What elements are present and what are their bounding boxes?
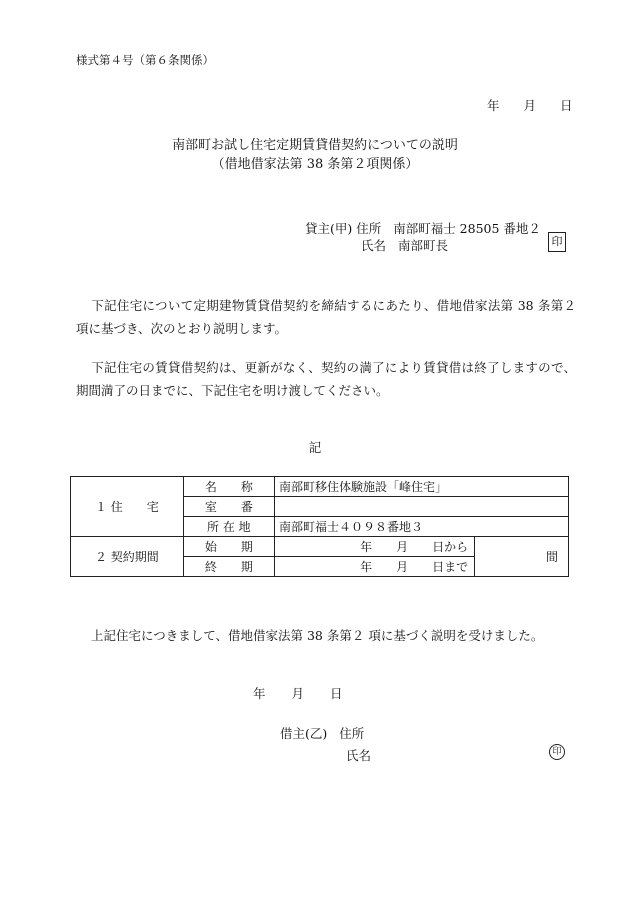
date-year: 年 (253, 686, 266, 701)
housing-location-key: 所 在 地 (183, 517, 274, 537)
lessee-name-row (346, 746, 371, 764)
housing-room-key: 室 番 (183, 497, 274, 517)
period-start-key: 始 期 (183, 537, 274, 557)
date-month: 月 (291, 686, 305, 701)
date-bottom (253, 684, 343, 702)
paragraph-3-text: 上記住宅につきまして、借地借家法第 38 条第２ 項に基づく説明を受けました。 (91, 628, 544, 643)
period-end-key: 終 期 (183, 557, 274, 577)
details-table (70, 476, 569, 577)
title-line2: （借地借家法第 38 条第２項関係） (211, 157, 419, 172)
paragraph-acknowledgement (76, 624, 576, 647)
table-row (71, 477, 569, 497)
paragraph-explanation (76, 294, 576, 340)
period-label: ２ 契約期間 (71, 537, 184, 577)
date-day: 日 (560, 98, 573, 113)
date-top (487, 96, 573, 114)
period-start-value: 年 月 日から (274, 537, 474, 557)
date-day: 日 (330, 686, 343, 701)
lessor-name: 南部町長 (397, 238, 448, 253)
lessee-address-row (280, 724, 364, 742)
lessee-role: 借主(乙) (280, 726, 328, 741)
housing-location-value: 南部町福士４０９８番地３ (274, 517, 568, 537)
form-number: 様式第４号（第６条関係） (76, 53, 214, 67)
housing-label: １ 住 宅 (71, 477, 184, 537)
lessor-name-row (361, 236, 448, 254)
lessee-seal: 印 (549, 744, 565, 760)
housing-name-key: 名 称 (183, 477, 274, 497)
lessee-name-label: 氏名 (346, 748, 372, 763)
housing-room-value (274, 497, 568, 517)
lessor-role: 貸主(甲) (305, 221, 353, 236)
table-row (71, 537, 569, 557)
lessee-address-label: 住所 (339, 726, 365, 741)
paragraph-notice (76, 356, 576, 402)
paragraph-1-text: 下記住宅について定期建物賃貸借契約を締結するにあたり、借地借家法第 38 条第２ 項に基づき、次のとおり説明します。 (76, 298, 576, 336)
lessor-address: 南部町福士 28505 番地２ (393, 221, 541, 236)
date-month: 月 (523, 98, 537, 113)
period-span: 間 (475, 537, 569, 577)
lessor-address-row (305, 219, 541, 237)
date-year: 年 (487, 98, 500, 113)
document-title (0, 136, 630, 174)
paragraph-2-text: 下記住宅の賃貸借契約は、更新がなく、契約の満了により賃貸借は終了しますので、期間満了の日までに、下記住宅を明け渡してください。 (76, 360, 576, 398)
title-line1: 南部町お試し住宅定期賃貸借契約についての説明 (172, 138, 458, 153)
ki-heading: 記 (308, 440, 322, 455)
period-end-value: 年 月 日まで (274, 557, 474, 577)
lessor-seal: 印 (548, 232, 566, 252)
housing-name-value: 南部町移住体験施設「峰住宅」 (274, 477, 568, 497)
lessor-address-label: 住所 (356, 221, 382, 236)
lessor-name-label: 氏名 (361, 238, 387, 253)
